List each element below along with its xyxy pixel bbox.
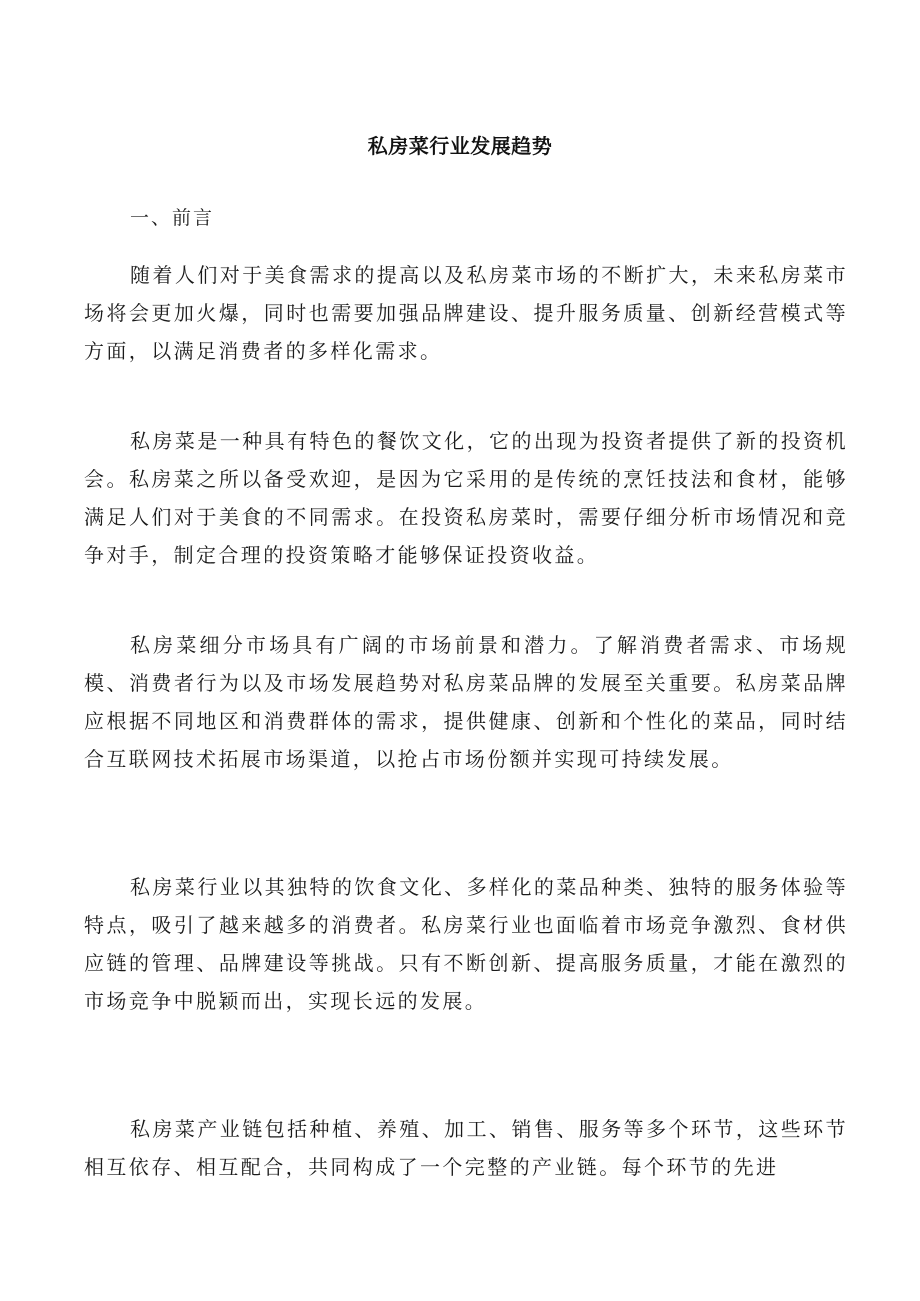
paragraph: 私房菜产业链包括种植、养殖、加工、销售、服务等多个环节，这些环节相互依存、相互配合，共同构成了一个完整的产业链。每个环节的先进: [84, 1117, 848, 1179]
document-title: 私房菜行业发展趋势: [367, 134, 553, 158]
section-heading: 一、前言: [130, 207, 215, 229]
paragraph: 私房菜细分市场具有广阔的市场前景和潜力。了解消费者需求、市场规模、消费者行为以及市场发展趋势对私房菜品牌的发展至关重要。私房菜品牌应根据不同地区和消费群体的需求，提供健康、创新和个性化的菜品，同时结合互联网技术拓展市场渠道，以抢占市场份额并实现可持续发展。: [84, 633, 848, 771]
paragraph: 随着人们对于美食需求的提高以及私房菜市场的不断扩大，未来私房菜市场将会更加火爆，同时也需要加强品牌建设、提升服务质量、创新经营模式等方面，以满足消费者的多样化需求。: [84, 263, 848, 363]
paragraph: 私房菜是一种具有特色的餐饮文化，它的出现为投资者提供了新的投资机会。私房菜之所以备受欢迎，是因为它采用的是传统的烹饪技法和食材，能够满足人们对于美食的不同需求。在投资私房菜时，需要仔细分析市场情况和竞争对手，制定合理的投资策略才能够保证投资收益。: [84, 429, 848, 567]
paragraph: 私房菜行业以其独特的饮食文化、多样化的菜品种类、独特的服务体验等特点，吸引了越来越多的消费者。私房菜行业也面临着市场竞争激烈、食材供应链的管理、品牌建设等挑战。只有不断创新、提高服务质量，才能在激烈的市场竞争中脱颖而出，实现长远的发展。: [84, 875, 848, 1013]
